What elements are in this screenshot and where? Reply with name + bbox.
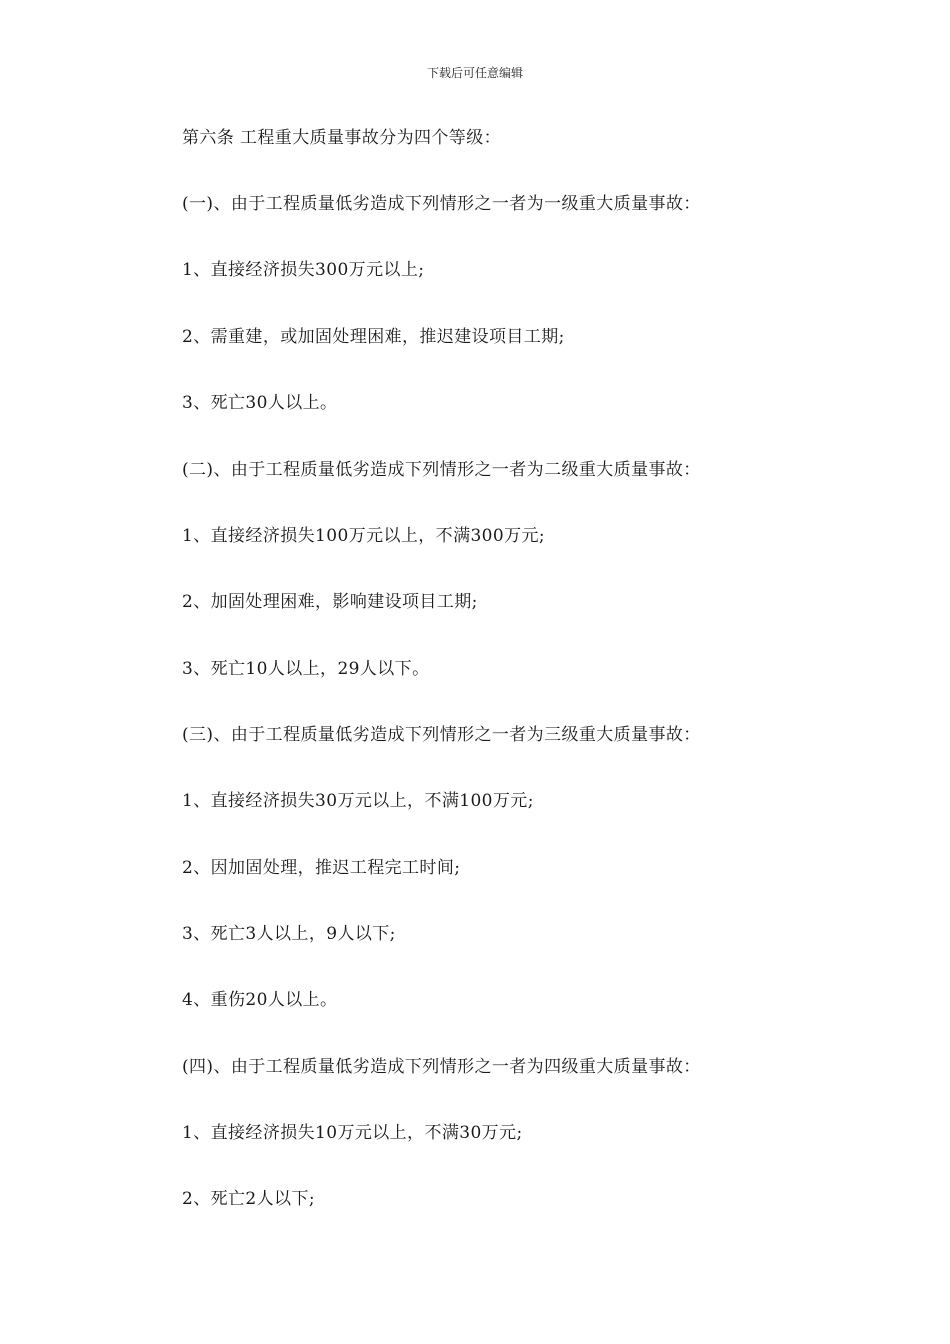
list-item: 2、死亡2人以下; (182, 1189, 315, 1209)
list-item: 1、直接经济损失30万元以上，不满100万元; (182, 791, 534, 811)
list-item: 1、直接经济损失10万元以上，不满30万元; (182, 1123, 523, 1143)
list-item: 4、重伤20人以上。 (182, 990, 338, 1010)
section-heading-level-3: (三)、由于工程质量低劣造成下列情形之一者为三级重大质量事故： (182, 725, 701, 745)
list-item: 2、因加固处理，推迟工程完工时间; (182, 858, 461, 878)
page-header: 下载后可任意编辑 (426, 66, 523, 80)
section-heading-level-4: (四)、由于工程质量低劣造成下列情形之一者为四级重大质量事故： (182, 1057, 701, 1077)
article-heading: 第六条 工程重大质量事故分为四个等级： (182, 128, 502, 148)
list-item: 3、死亡10人以上，29人以下。 (182, 659, 430, 679)
list-item: 1、直接经济损失300万元以上; (182, 260, 425, 280)
list-item: 3、死亡3人以上，9人以下; (182, 924, 396, 944)
section-heading-level-1: (一)、由于工程质量低劣造成下列情形之一者为一级重大质量事故： (182, 194, 701, 214)
list-item: 2、加固处理困难，影响建设项目工期; (182, 592, 478, 612)
list-item: 1、直接经济损失100万元以上，不满300万元; (182, 526, 546, 546)
list-item: 2、需重建，或加固处理困难，推迟建设项目工期; (182, 327, 565, 347)
section-heading-level-2: (二)、由于工程质量低劣造成下列情形之一者为二级重大质量事故： (182, 460, 701, 480)
list-item: 3、死亡30人以上。 (182, 393, 338, 413)
